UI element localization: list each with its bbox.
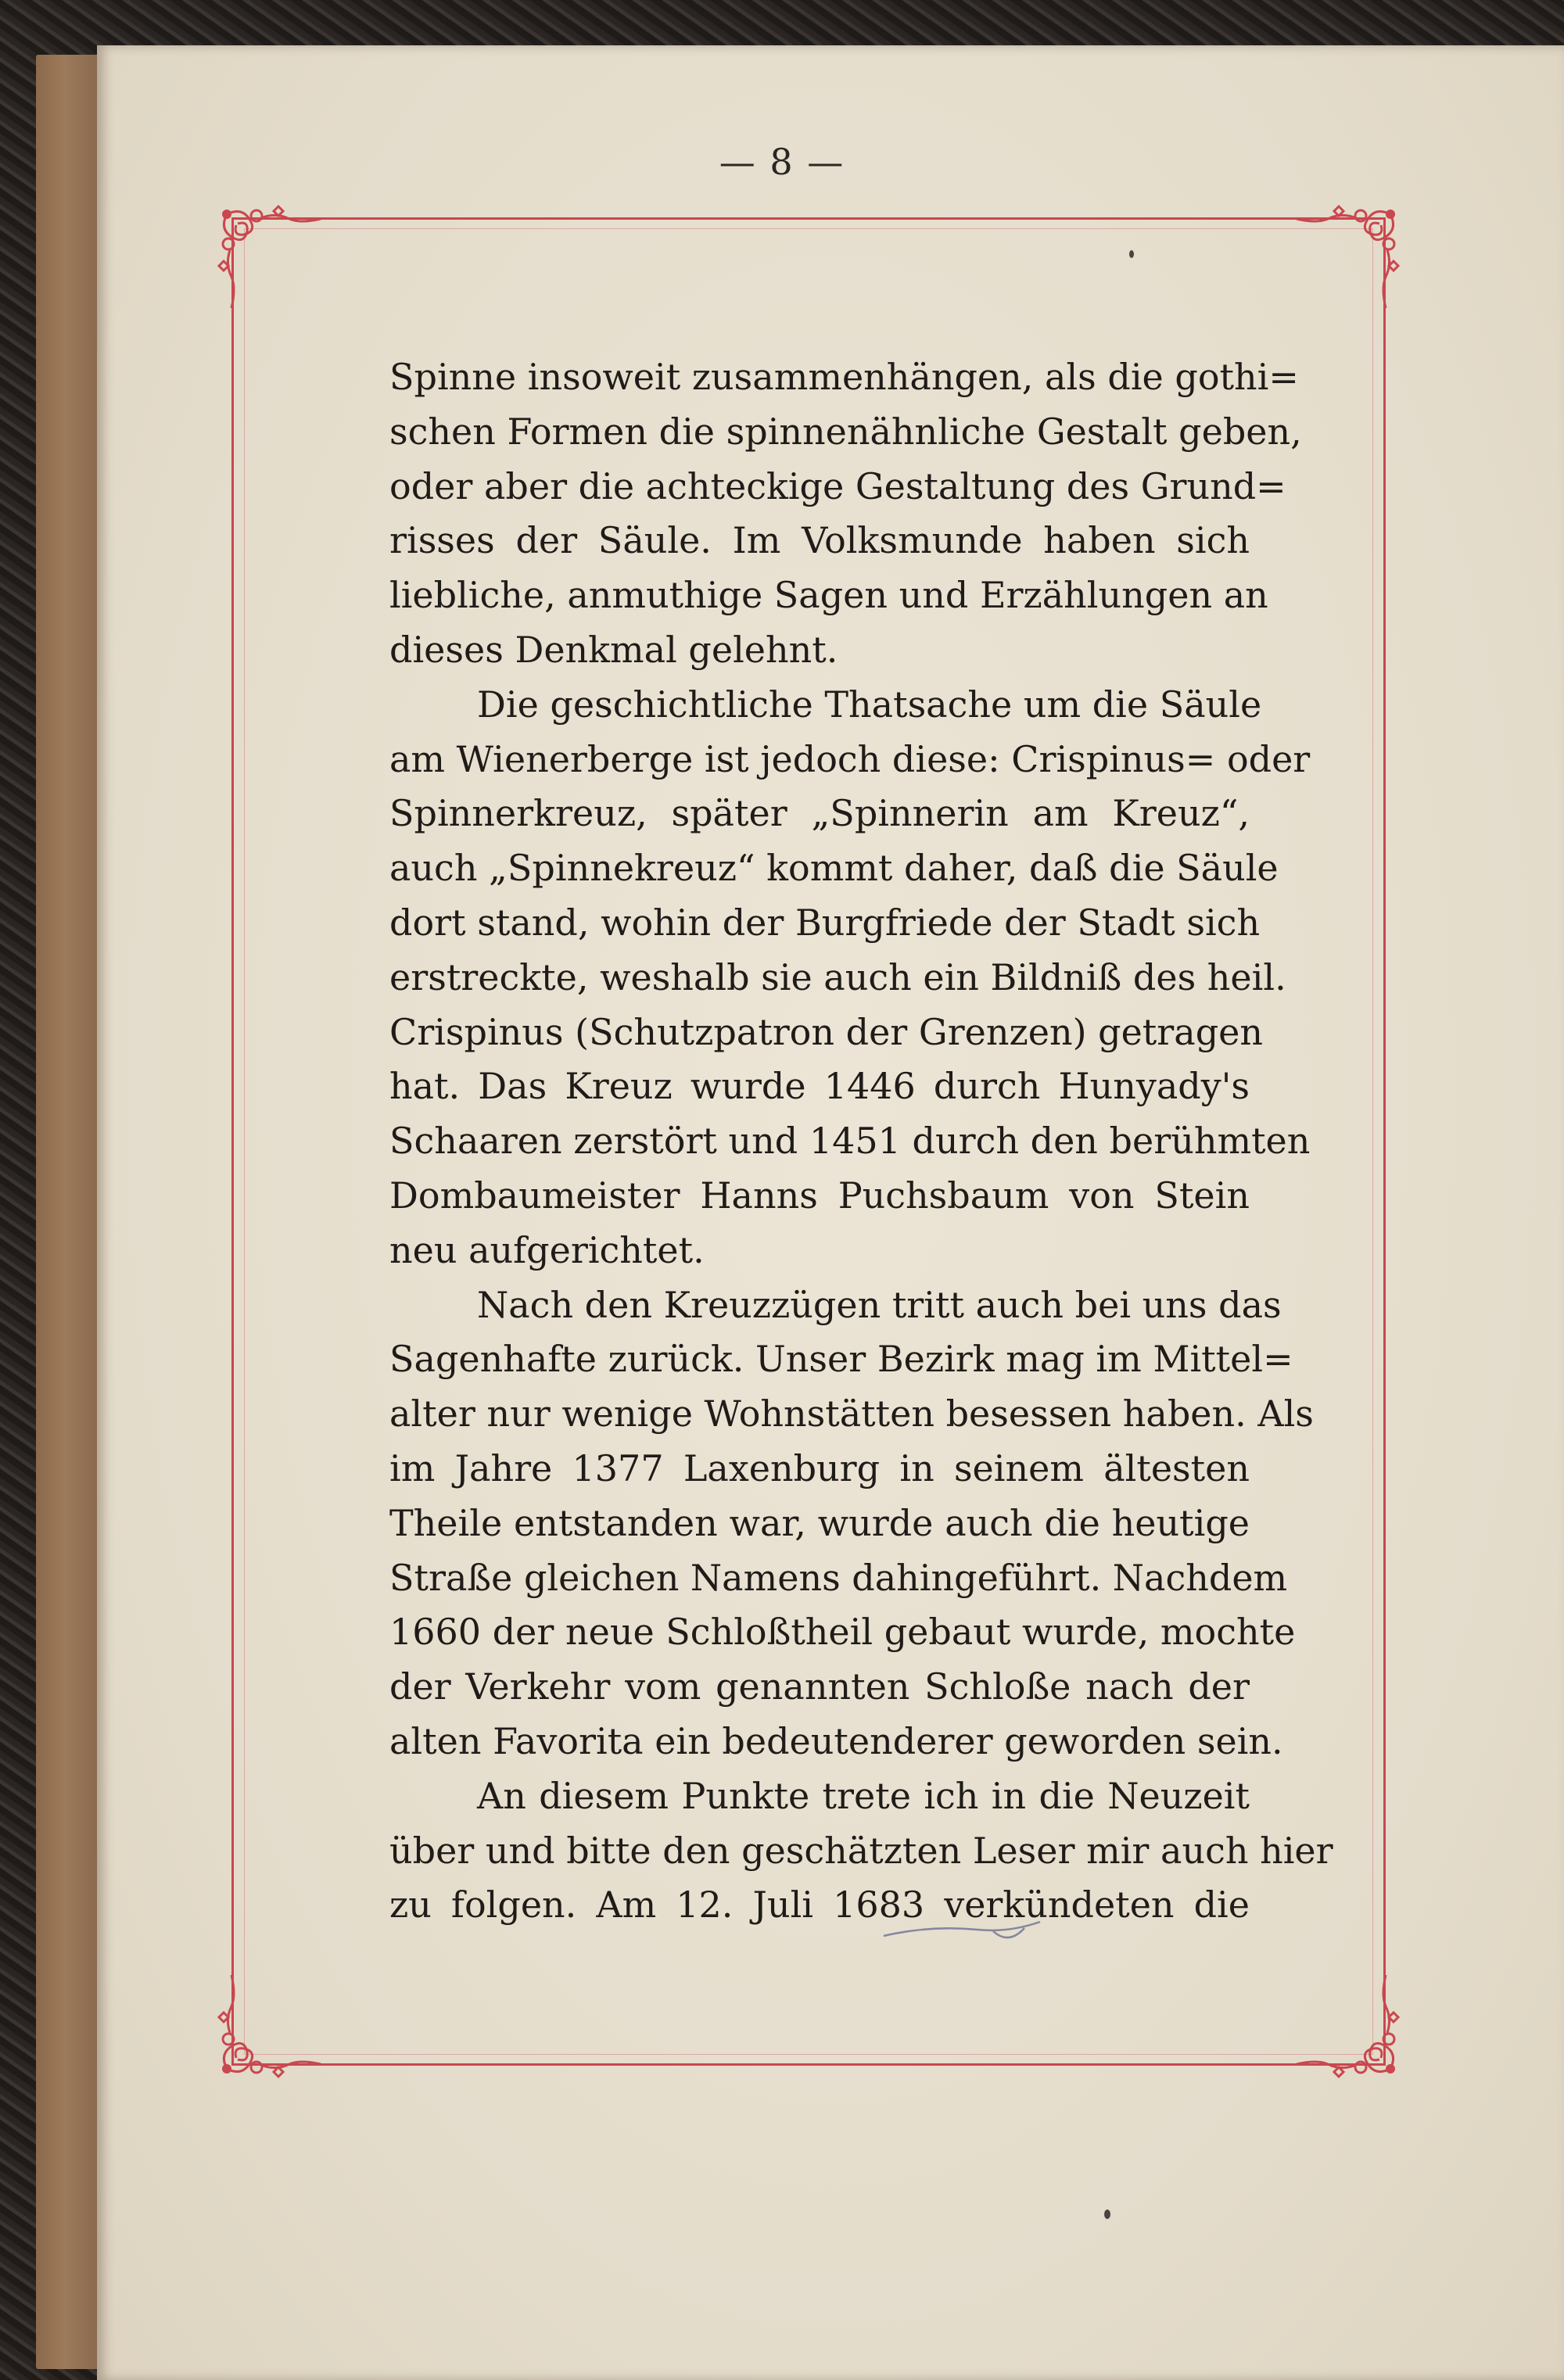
text-line: Straße gleichen Namens dahingeführt. Nachdem (389, 1556, 1288, 1599)
text-line: im Jahre 1377 Laxenburg in seinem ältesten (389, 1446, 1250, 1489)
text-line-paragraph-start: An diesem Punkte trete ich in die Neuzeit (477, 1774, 1250, 1817)
ornament-icon (1289, 199, 1406, 316)
text-line: dort stand, wohin der Burgfriede der Stadt sich (389, 901, 1261, 944)
text-line: auch „Spinnekreuz“ kommt daher, daß die Säule (389, 847, 1279, 890)
ornament-icon (211, 199, 328, 316)
text-line: am Wienerberge ist jedoch diese: Crispinus= oder (389, 737, 1311, 780)
text-line: Spinnerkreuz, später „Spinnerin am Kreuz“, (389, 792, 1250, 835)
text-line: zu folgen. Am 12. Juli 1683 verkündeten die (389, 1884, 1250, 1927)
ornament-icon (1289, 1967, 1406, 2084)
text-line: oder aber die achteckige Gestaltung des Grund= (389, 464, 1286, 507)
text-line: über und bitte den geschätzten Leser mir auch hier (389, 1829, 1333, 1872)
text-line-paragraph-start: Die geschichtliche Thatsache um die Säule (477, 683, 1262, 726)
frame-corner-ornament-bottom-right (1289, 1967, 1406, 2084)
text-line: Dombaumeister Hanns Puchsbaum von Stein (389, 1174, 1250, 1217)
text-line-paragraph-start: Nach den Kreuzzügen tritt auch bei uns das (477, 1283, 1282, 1326)
frame-corner-ornament-top-right (1289, 199, 1406, 316)
text-line: Sagenhafte zurück. Unser Bezirk mag im Mittel= (389, 1338, 1293, 1381)
text-line: Crispinus (Schutzpatron der Grenzen) getragen (389, 1010, 1264, 1053)
text-line: liebliche, anmuthige Sagen und Erzählungen an (389, 574, 1268, 617)
paper-speck (1104, 2210, 1110, 2219)
text-line: risses der Säule. Im Volksmunde haben sich (389, 519, 1250, 562)
endpaper-strip (36, 55, 106, 2369)
text-line: alten Favorita ein bedeutenderer geworden sein. (389, 1719, 1283, 1762)
paper-speck (1129, 250, 1134, 258)
text-line: hat. Das Kreuz wurde 1446 durch Hunyady's (389, 1065, 1250, 1108)
ornament-icon (211, 1967, 328, 2084)
text-line: schen Formen die spinnenähnliche Gestalt geben, (389, 410, 1302, 453)
text-line: 1660 der neue Schloßtheil gebaut wurde, mochte (389, 1611, 1296, 1654)
text-line: Spinne insoweit zusammenhängen, als die gothi= (389, 356, 1299, 398)
text-line: Schaaren zerstört und 1451 durch den berühmten (389, 1120, 1311, 1163)
text-line: Theile entstanden war, wurde auch die heutige (389, 1501, 1250, 1544)
text-line: neu aufgerichtet. (389, 1228, 705, 1271)
frame-corner-ornament-bottom-left (211, 1967, 328, 2084)
text-line: der Verkehr vom genannten Schloße nach der (389, 1665, 1250, 1708)
pencil-mark (876, 1908, 1079, 1955)
text-line: alter nur wenige Wohnstätten besessen haben. Als (389, 1393, 1314, 1436)
text-line: erstreckte, weshalb sie auch ein Bildniß des heil. (389, 955, 1286, 998)
frame-corner-ornament-top-left (211, 199, 328, 316)
text-line: dieses Denkmal gelehnt. (389, 628, 838, 671)
page-number: — 8 — (719, 141, 845, 183)
body-text (389, 350, 1333, 1933)
